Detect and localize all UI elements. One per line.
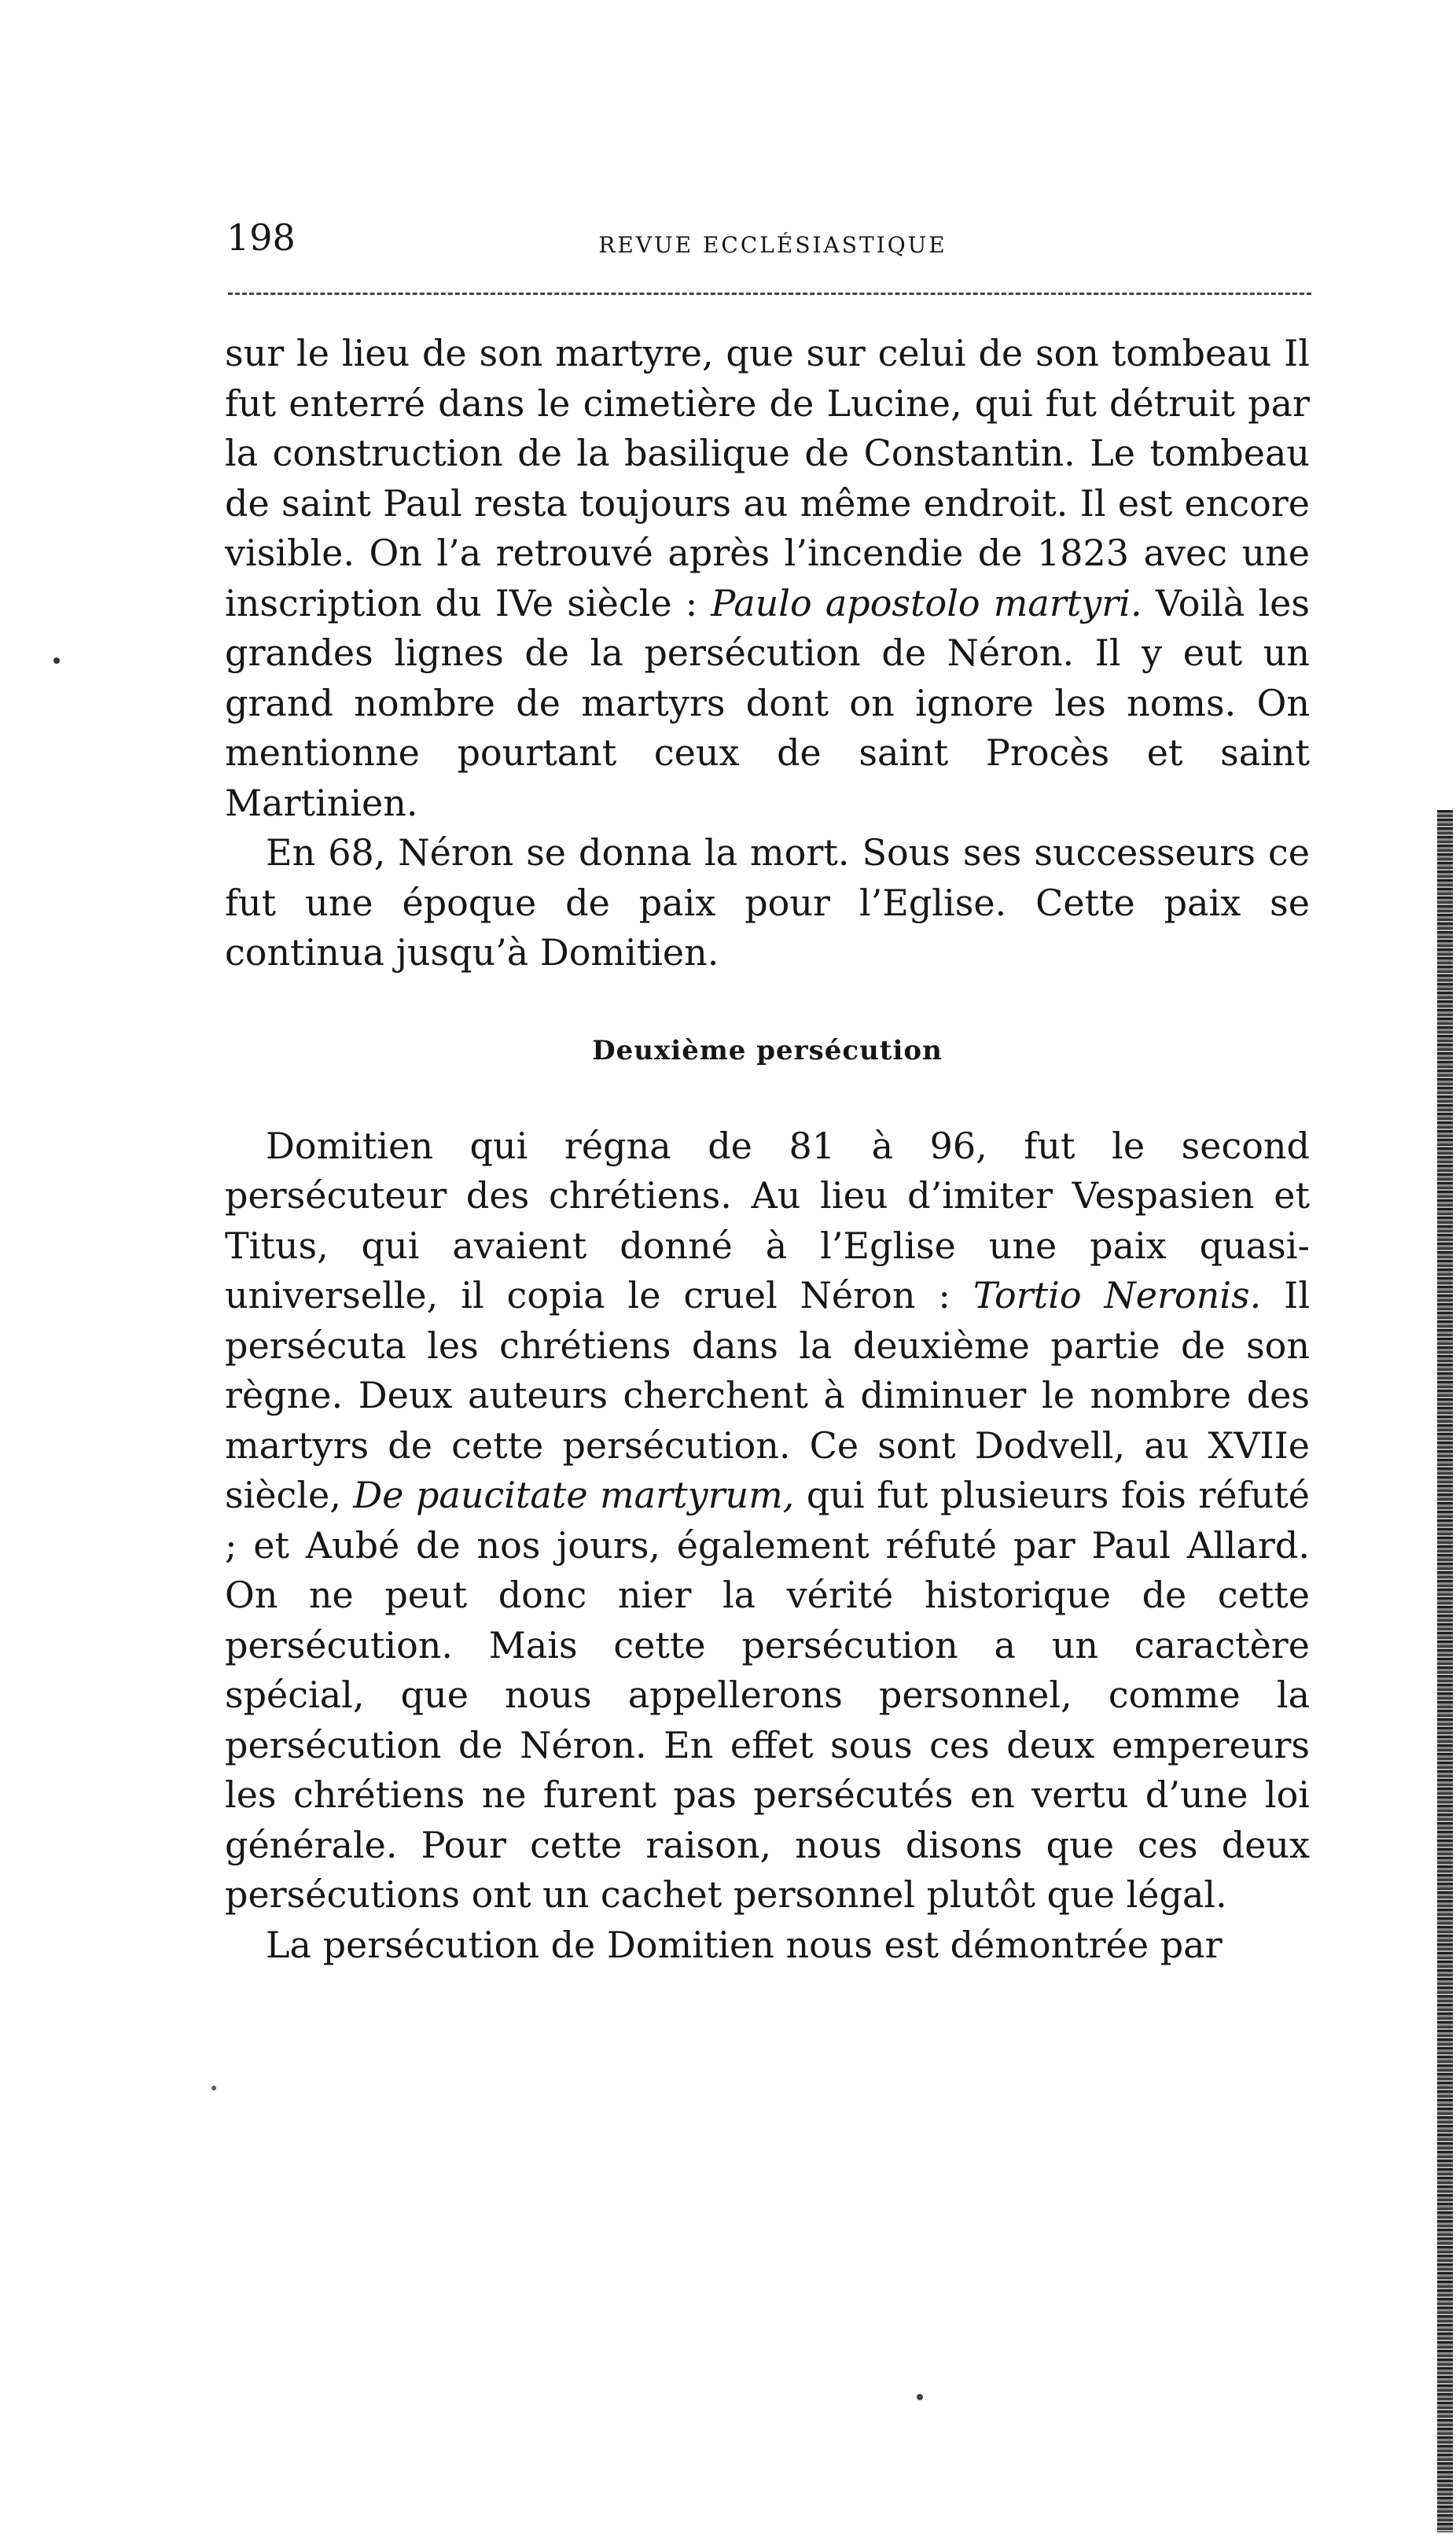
page-header — [219, 206, 1303, 269]
paragraph-final: La persécution de Domitien nous est démontrée par — [266, 1923, 1223, 1966]
book-title: De paucitate martyrum, — [353, 1474, 795, 1516]
page-number: 198 — [226, 216, 296, 259]
latin-quote: Tortio Neronis. — [973, 1274, 1262, 1317]
paragraph-text: sur le lieu de son martyre, que sur celui de son tombeau Il fut enterré dans le cimetière de Lucine, qui fut détruit par la construction de la basilique de Constantin. Le tombeau de saint Paul resta toujours au même endroit. Il est encore visible. On l’a retrouvé après l’incendie de 1823 avec une inscription du IVe siècle : — [225, 332, 1310, 624]
paragraph-continuation — [225, 329, 1310, 828]
paragraph-domitian — [225, 1121, 1310, 1920]
paragraph-nero-death: En 68, Néron se donna la mort. Sous ses successeurs ce fut une époque de paix pour l’Eglise. Cette paix se continua jusqu’à Domitien. — [225, 831, 1310, 974]
header-rule — [228, 293, 1311, 295]
binding-edge — [1437, 810, 1453, 2532]
paragraph-text: Domitien qui régna de 81 à 96, fut le second persécuteur des chrétiens. Au lieu d’imiter Vespasien et Titus, qui avaient donné à l’Eglise une paix quasi-universelle, il copia le cruel Néron : — [225, 1124, 1310, 1317]
paragraph-text: qui fut plusieurs fois réfuté ; et Aubé de nos jours, également réfuté par Paul Allard. On ne peut donc nier la vérité historique de cette persécution. Mais cette persécution a un caractère spécial, que nous appellerons personnel, comme la persécution de Néron. En effet sous ces deux empereurs les chrétiens ne furent pas persécutés en vertu d’une loi générale. Pour cette raison, nous disons que ces deux persécutions ont un cachet personnel plutôt que légal. — [225, 1474, 1310, 1916]
latin-inscription: Paulo apostolo martyri. — [711, 581, 1142, 624]
paragraph-text: Voilà les grandes lignes de la persécution de Néron. Il y eut un grand nombre de martyrs dont on ignore les noms. On mentionne pourtant ceux de saint Procès et saint Martinien. — [225, 581, 1311, 824]
paragraph-text: Il persécuta les chrétiens dans la deuxième partie de son règne. Deux auteurs cherchent à diminuer le nombre des martyrs de cette persécution. Ce sont Dodvell, au XVIIe siècle, — [225, 1274, 1311, 1516]
body-text — [225, 329, 1310, 1970]
section-heading: Deuxième persécution — [592, 1034, 943, 1066]
running-title: REVUE ECCLÉSIASTIQUE — [598, 232, 947, 258]
